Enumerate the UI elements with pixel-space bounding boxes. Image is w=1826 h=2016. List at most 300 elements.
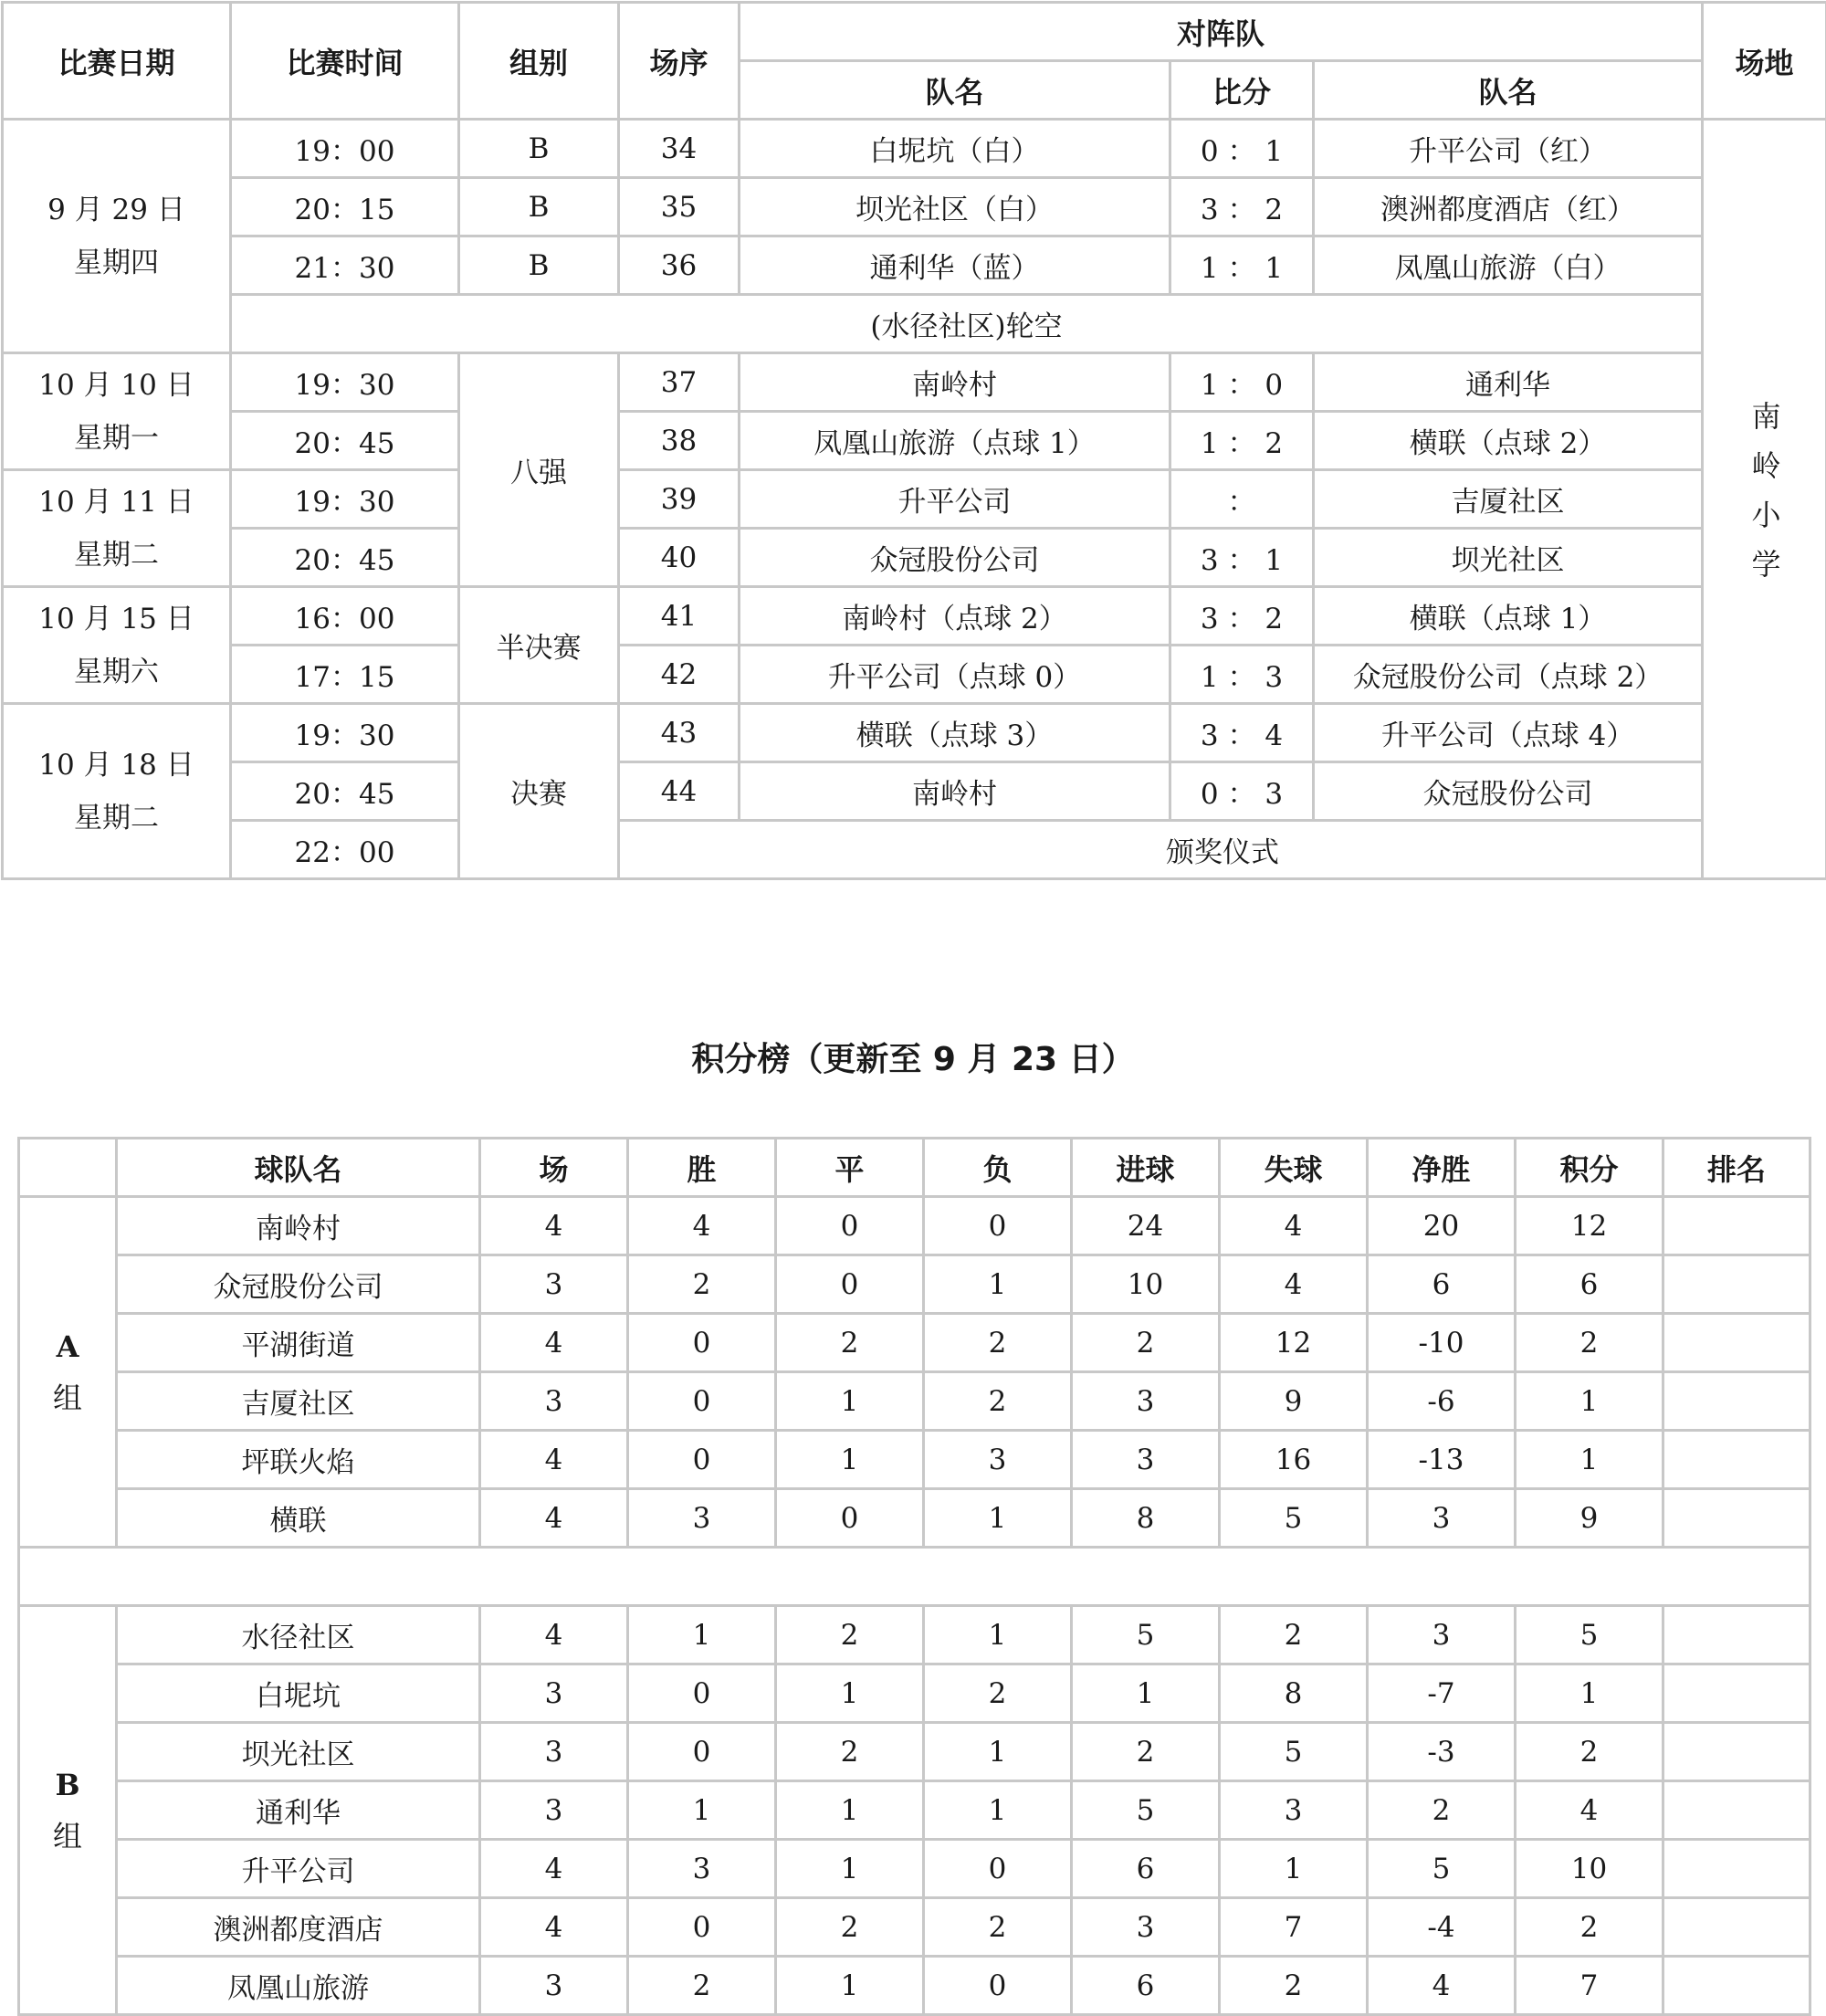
match-weekday: 星期二 <box>4 529 229 582</box>
match-weekday: 星期二 <box>4 792 229 845</box>
match-row <box>3 412 1826 470</box>
match-stage: 半决赛 <box>459 587 619 704</box>
team-a: 横联（点球 3） <box>740 704 1170 762</box>
team-name: 坪联火焰 <box>117 1431 480 1489</box>
match-order: 37 <box>619 353 740 412</box>
score-a: 3 <box>1201 544 1219 577</box>
team-name: 坝光社区 <box>117 1723 480 1781</box>
match-date: 10 月 15 日 <box>4 593 229 646</box>
schedule-body <box>3 120 1826 879</box>
stat-cell: 2 <box>1516 1898 1663 1957</box>
standings-header-cell: 净胜 <box>1368 1139 1516 1197</box>
stat-cell: 3 <box>480 1723 628 1781</box>
team-a: 通利华（蓝） <box>740 236 1170 295</box>
stat-cell: 3 <box>924 1431 1072 1489</box>
score-a: 1 <box>1201 427 1219 460</box>
stat-cell: 2 <box>924 1664 1072 1723</box>
stat-cell: 0 <box>776 1197 924 1255</box>
team-a: 升平公司（点球 0） <box>740 646 1170 704</box>
stat-cell: 8 <box>1072 1489 1220 1548</box>
team-b: 横联（点球 2） <box>1314 412 1703 470</box>
stat-cell: 10 <box>1516 1840 1663 1898</box>
bye-note: (水径社区)轮空 <box>231 295 1703 353</box>
match-time: 19：30 <box>231 704 459 762</box>
score-b: 0 <box>1265 369 1283 402</box>
team-name: 凤凰山旅游 <box>117 1957 480 2015</box>
standings-row <box>19 1431 1810 1489</box>
group-letter: B <box>20 1759 115 1811</box>
standings-body <box>19 1139 1810 2015</box>
stat-cell: 2 <box>924 1372 1072 1431</box>
score-b: 2 <box>1265 427 1283 460</box>
stat-cell: 3 <box>480 1664 628 1723</box>
stat-cell: 7 <box>1516 1957 1663 2015</box>
stat-cell: 1 <box>1072 1664 1220 1723</box>
venue: 南岭小学 <box>1703 120 1826 879</box>
standings-header-row <box>19 1139 1810 1197</box>
stat-cell <box>1663 1606 1810 1664</box>
stat-cell: 12 <box>1220 1314 1368 1372</box>
score-separator: ： <box>1219 603 1265 635</box>
stat-cell: 0 <box>776 1255 924 1314</box>
match-score <box>1170 178 1314 236</box>
match-score <box>1170 236 1314 295</box>
standings-row <box>19 1957 1810 2015</box>
match-row <box>3 120 1826 178</box>
match-weekday: 星期四 <box>4 236 229 289</box>
stat-cell: 10 <box>1072 1255 1220 1314</box>
stat-cell: 2 <box>1368 1781 1516 1840</box>
match-order: 39 <box>619 470 740 529</box>
team-b: 凤凰山旅游（白） <box>1314 236 1703 295</box>
header-date: 比赛日期 <box>3 3 231 120</box>
score-separator: ： <box>1219 661 1265 694</box>
stat-cell <box>1663 1431 1810 1489</box>
bye-row <box>3 295 1826 353</box>
header-team-a: 队名 <box>740 61 1170 120</box>
group-name: 组 <box>20 1811 115 1862</box>
match-order: 36 <box>619 236 740 295</box>
team-a: 南岭村（点球 2） <box>740 587 1170 646</box>
standings-header-cell: 平 <box>776 1139 924 1197</box>
team-name: 众冠股份公司 <box>117 1255 480 1314</box>
stat-cell: 4 <box>1368 1957 1516 2015</box>
stat-cell: 4 <box>480 1314 628 1372</box>
team-b: 升平公司（点球 4） <box>1314 704 1703 762</box>
score-separator: ： <box>1219 369 1265 402</box>
team-a: 升平公司 <box>740 470 1170 529</box>
match-score <box>1170 120 1314 178</box>
team-b: 坝光社区 <box>1314 529 1703 587</box>
stat-cell: 3 <box>480 1957 628 2015</box>
match-date-cell <box>3 587 231 704</box>
stat-cell: 3 <box>480 1781 628 1840</box>
match-time: 19：00 <box>231 120 459 178</box>
stat-cell: 7 <box>1220 1898 1368 1957</box>
score-b: 2 <box>1265 603 1283 635</box>
score-separator: ： <box>1219 427 1265 460</box>
team-name: 吉厦社区 <box>117 1372 480 1431</box>
score-a: 0 <box>1201 778 1219 811</box>
match-order: 41 <box>619 587 740 646</box>
stat-cell: 1 <box>776 1372 924 1431</box>
standings-row <box>19 1197 1810 1255</box>
ceremony-label: 颁奖仪式 <box>619 821 1826 879</box>
stat-cell <box>1663 1489 1810 1548</box>
stat-cell: 0 <box>628 1372 776 1431</box>
match-row <box>3 470 1826 529</box>
stat-cell: 2 <box>776 1898 924 1957</box>
stat-cell: 3 <box>628 1840 776 1898</box>
stat-cell: 3 <box>480 1255 628 1314</box>
score-separator: ： <box>1219 135 1265 168</box>
stat-cell <box>1663 1664 1810 1723</box>
stat-cell: 4 <box>480 1898 628 1957</box>
stat-cell: 1 <box>628 1606 776 1664</box>
standings-header-cell: 失球 <box>1220 1139 1368 1197</box>
stat-cell: 1 <box>776 1840 924 1898</box>
match-order: 40 <box>619 529 740 587</box>
match-row <box>3 178 1826 236</box>
stat-cell: 4 <box>480 1606 628 1664</box>
score-a: 1 <box>1201 661 1219 694</box>
standings-row <box>19 1723 1810 1781</box>
group-name: 组 <box>20 1372 115 1423</box>
score-separator: ： <box>1219 778 1265 811</box>
standings-header-cell: 排名 <box>1663 1139 1810 1197</box>
group-label <box>19 1606 117 2015</box>
stat-cell: 1 <box>924 1781 1072 1840</box>
stat-cell: 0 <box>924 1197 1072 1255</box>
stat-cell: 2 <box>1072 1314 1220 1372</box>
stat-cell: 2 <box>1516 1723 1663 1781</box>
standings-header-cell: 场 <box>480 1139 628 1197</box>
score-a: 3 <box>1201 194 1219 226</box>
stat-cell: 2 <box>1220 1957 1368 2015</box>
stat-cell <box>1663 1898 1810 1957</box>
stat-cell: 6 <box>1516 1255 1663 1314</box>
standings-row <box>19 1606 1810 1664</box>
match-time: 17：15 <box>231 646 459 704</box>
match-group: B <box>459 178 619 236</box>
team-a: 坝光社区（白） <box>740 178 1170 236</box>
stat-cell: 4 <box>480 1840 628 1898</box>
stat-cell: 5 <box>1220 1723 1368 1781</box>
standings-row <box>19 1664 1810 1723</box>
stat-cell: 2 <box>628 1255 776 1314</box>
stat-cell: 1 <box>776 1957 924 2015</box>
header-score: 比分 <box>1170 61 1314 120</box>
match-time: 20：45 <box>231 412 459 470</box>
stat-cell <box>1663 1314 1810 1372</box>
team-b: 吉厦社区 <box>1314 470 1703 529</box>
team-b: 横联（点球 1） <box>1314 587 1703 646</box>
match-date: 9 月 29 日 <box>4 184 229 236</box>
match-stage: 八强 <box>459 353 619 587</box>
header-order: 场序 <box>619 3 740 120</box>
standings-header-spacer <box>19 1139 117 1197</box>
score-separator: ： <box>1228 486 1256 519</box>
standings-row <box>19 1489 1810 1548</box>
group-separator-row <box>19 1548 1810 1606</box>
stat-cell <box>1663 1197 1810 1255</box>
stat-cell: 3 <box>1072 1372 1220 1431</box>
stat-cell: 1 <box>1516 1431 1663 1489</box>
score-b: 3 <box>1265 778 1283 811</box>
standings-title: 积分榜（更新至 9 月 23 日） <box>0 1034 1826 1080</box>
match-date: 10 月 11 日 <box>4 476 229 529</box>
match-time: 20：15 <box>231 178 459 236</box>
score-separator: ： <box>1219 544 1265 577</box>
team-b: 通利华 <box>1314 353 1703 412</box>
match-score <box>1170 353 1314 412</box>
match-date-cell <box>3 470 231 587</box>
score-b: 4 <box>1265 719 1283 752</box>
stat-cell <box>1663 1781 1810 1840</box>
team-name: 升平公司 <box>117 1840 480 1898</box>
stat-cell: 8 <box>1220 1664 1368 1723</box>
match-weekday: 星期一 <box>4 412 229 465</box>
match-stage: 决赛 <box>459 704 619 879</box>
standings-header-cell: 负 <box>924 1139 1072 1197</box>
match-date-cell <box>3 120 231 353</box>
stat-cell: 1 <box>1220 1840 1368 1898</box>
group-separator <box>19 1548 1810 1606</box>
score-b: 1 <box>1265 135 1283 168</box>
stat-cell <box>1663 1957 1810 2015</box>
stat-cell: 2 <box>1516 1314 1663 1372</box>
match-schedule-table <box>1 1 1826 880</box>
match-date: 10 月 10 日 <box>4 359 229 412</box>
stat-cell: -7 <box>1368 1664 1516 1723</box>
stat-cell: 3 <box>1072 1431 1220 1489</box>
match-row <box>3 646 1826 704</box>
stat-cell: 4 <box>1220 1255 1368 1314</box>
stat-cell: 6 <box>1368 1255 1516 1314</box>
standings-row <box>19 1840 1810 1898</box>
score-a: 0 <box>1201 135 1219 168</box>
match-date-cell <box>3 704 231 879</box>
team-name: 平湖街道 <box>117 1314 480 1372</box>
standings-row <box>19 1255 1810 1314</box>
score-b: 2 <box>1265 194 1283 226</box>
score-b: 1 <box>1265 544 1283 577</box>
stat-cell: 0 <box>628 1723 776 1781</box>
stat-cell: 3 <box>1220 1781 1368 1840</box>
stat-cell: 1 <box>924 1255 1072 1314</box>
stat-cell: 0 <box>924 1957 1072 2015</box>
score-a: 3 <box>1201 719 1219 752</box>
standings-header-cell: 球队名 <box>117 1139 480 1197</box>
group-letter: A <box>20 1321 115 1372</box>
stat-cell: 9 <box>1220 1372 1368 1431</box>
standings-table <box>17 1137 1811 2016</box>
score-b: 3 <box>1265 661 1283 694</box>
team-name: 澳洲都度酒店 <box>117 1898 480 1957</box>
match-row <box>3 587 1826 646</box>
stat-cell: -13 <box>1368 1431 1516 1489</box>
match-order: 38 <box>619 412 740 470</box>
score-a: 1 <box>1201 252 1219 285</box>
stat-cell: 5 <box>1516 1606 1663 1664</box>
standings-row <box>19 1372 1810 1431</box>
stat-cell: 3 <box>480 1372 628 1431</box>
header-team-b: 队名 <box>1314 61 1703 120</box>
match-time: 19：30 <box>231 470 459 529</box>
stat-cell: 2 <box>776 1314 924 1372</box>
match-score <box>1170 587 1314 646</box>
match-score <box>1170 762 1314 821</box>
stat-cell: 1 <box>1516 1372 1663 1431</box>
score-a: 1 <box>1201 369 1219 402</box>
stat-cell: -4 <box>1368 1898 1516 1957</box>
match-score <box>1170 704 1314 762</box>
stat-cell: 1 <box>1516 1664 1663 1723</box>
score-separator: ： <box>1219 719 1265 752</box>
standings-header-cell: 积分 <box>1516 1139 1663 1197</box>
match-score <box>1170 412 1314 470</box>
stat-cell <box>1663 1255 1810 1314</box>
stat-cell <box>1663 1840 1810 1898</box>
stat-cell: 24 <box>1072 1197 1220 1255</box>
team-b: 升平公司（红） <box>1314 120 1703 178</box>
stat-cell: 0 <box>628 1314 776 1372</box>
stat-cell: -3 <box>1368 1723 1516 1781</box>
stat-cell: 6 <box>1072 1840 1220 1898</box>
match-order: 42 <box>619 646 740 704</box>
stat-cell: 2 <box>776 1606 924 1664</box>
match-score <box>1170 646 1314 704</box>
team-a: 众冠股份公司 <box>740 529 1170 587</box>
standings-row <box>19 1314 1810 1372</box>
stat-cell: 20 <box>1368 1197 1516 1255</box>
stat-cell: 4 <box>480 1197 628 1255</box>
score-b: 1 <box>1265 252 1283 285</box>
standings-row <box>19 1781 1810 1840</box>
stat-cell: 4 <box>628 1197 776 1255</box>
match-order: 34 <box>619 120 740 178</box>
stat-cell: 2 <box>776 1723 924 1781</box>
score-separator: ： <box>1219 252 1265 285</box>
match-date-cell <box>3 353 231 470</box>
stat-cell: 2 <box>924 1314 1072 1372</box>
match-order: 43 <box>619 704 740 762</box>
match-row <box>3 353 1826 412</box>
score-a: 3 <box>1201 603 1219 635</box>
team-a: 南岭村 <box>740 762 1170 821</box>
stat-cell: 1 <box>776 1781 924 1840</box>
standings-header-cell: 进球 <box>1072 1139 1220 1197</box>
match-row <box>3 704 1826 762</box>
stat-cell: 1 <box>924 1723 1072 1781</box>
stat-cell: 0 <box>924 1840 1072 1898</box>
stat-cell: 0 <box>776 1489 924 1548</box>
match-order: 35 <box>619 178 740 236</box>
stat-cell: 4 <box>1220 1197 1368 1255</box>
stat-cell: -10 <box>1368 1314 1516 1372</box>
header-venue: 场地 <box>1703 3 1826 120</box>
stat-cell: 4 <box>1516 1781 1663 1840</box>
stat-cell: 3 <box>1368 1489 1516 1548</box>
team-name: 通利华 <box>117 1781 480 1840</box>
team-name: 水径社区 <box>117 1606 480 1664</box>
team-a: 凤凰山旅游（点球 1） <box>740 412 1170 470</box>
team-name: 横联 <box>117 1489 480 1548</box>
standings-row <box>19 1898 1810 1957</box>
score-separator: ： <box>1219 194 1265 226</box>
ceremony-row <box>3 821 1826 879</box>
match-row <box>3 236 1826 295</box>
stat-cell: 9 <box>1516 1489 1663 1548</box>
stat-cell: -6 <box>1368 1372 1516 1431</box>
stat-cell: 3 <box>628 1489 776 1548</box>
match-weekday: 星期六 <box>4 646 229 698</box>
header-matchup: 对阵队 <box>740 3 1703 61</box>
stat-cell: 2 <box>1072 1723 1220 1781</box>
match-time: 16：00 <box>231 587 459 646</box>
match-score <box>1170 470 1314 529</box>
stat-cell: 0 <box>628 1898 776 1957</box>
match-row <box>3 529 1826 587</box>
stat-cell: 2 <box>628 1957 776 2015</box>
team-name: 南岭村 <box>117 1197 480 1255</box>
stat-cell: 0 <box>628 1664 776 1723</box>
ceremony-time: 22：00 <box>231 821 459 879</box>
group-label <box>19 1197 117 1548</box>
team-a: 白坭坑（白） <box>740 120 1170 178</box>
stat-cell: 5 <box>1072 1606 1220 1664</box>
stat-cell: 1 <box>924 1489 1072 1548</box>
stat-cell: 1 <box>628 1781 776 1840</box>
standings-header-cell: 胜 <box>628 1139 776 1197</box>
match-time: 21：30 <box>231 236 459 295</box>
team-name: 白坭坑 <box>117 1664 480 1723</box>
stat-cell <box>1663 1723 1810 1781</box>
header-time: 比赛时间 <box>231 3 459 120</box>
match-order: 44 <box>619 762 740 821</box>
stat-cell: 3 <box>1368 1606 1516 1664</box>
stat-cell <box>1663 1372 1810 1431</box>
match-date: 10 月 18 日 <box>4 739 229 792</box>
stat-cell: 12 <box>1516 1197 1663 1255</box>
stat-cell: 5 <box>1368 1840 1516 1898</box>
stat-cell: 0 <box>628 1431 776 1489</box>
team-b: 众冠股份公司（点球 2） <box>1314 646 1703 704</box>
match-time: 20：45 <box>231 762 459 821</box>
stat-cell: 6 <box>1072 1957 1220 2015</box>
match-score <box>1170 529 1314 587</box>
stat-cell: 5 <box>1072 1781 1220 1840</box>
team-a: 南岭村 <box>740 353 1170 412</box>
team-b: 澳洲都度酒店（红） <box>1314 178 1703 236</box>
stat-cell: 1 <box>776 1431 924 1489</box>
header-group: 组别 <box>459 3 619 120</box>
stat-cell: 5 <box>1220 1489 1368 1548</box>
stat-cell: 3 <box>1072 1898 1220 1957</box>
match-time: 19：30 <box>231 353 459 412</box>
match-row <box>3 762 1826 821</box>
stat-cell: 1 <box>776 1664 924 1723</box>
match-time: 20：45 <box>231 529 459 587</box>
stat-cell: 4 <box>480 1431 628 1489</box>
stat-cell: 2 <box>1220 1606 1368 1664</box>
stat-cell: 16 <box>1220 1431 1368 1489</box>
stat-cell: 2 <box>924 1898 1072 1957</box>
schedule-header-row <box>3 3 1826 61</box>
stat-cell: 4 <box>480 1489 628 1548</box>
match-group: B <box>459 236 619 295</box>
stat-cell: 1 <box>924 1606 1072 1664</box>
